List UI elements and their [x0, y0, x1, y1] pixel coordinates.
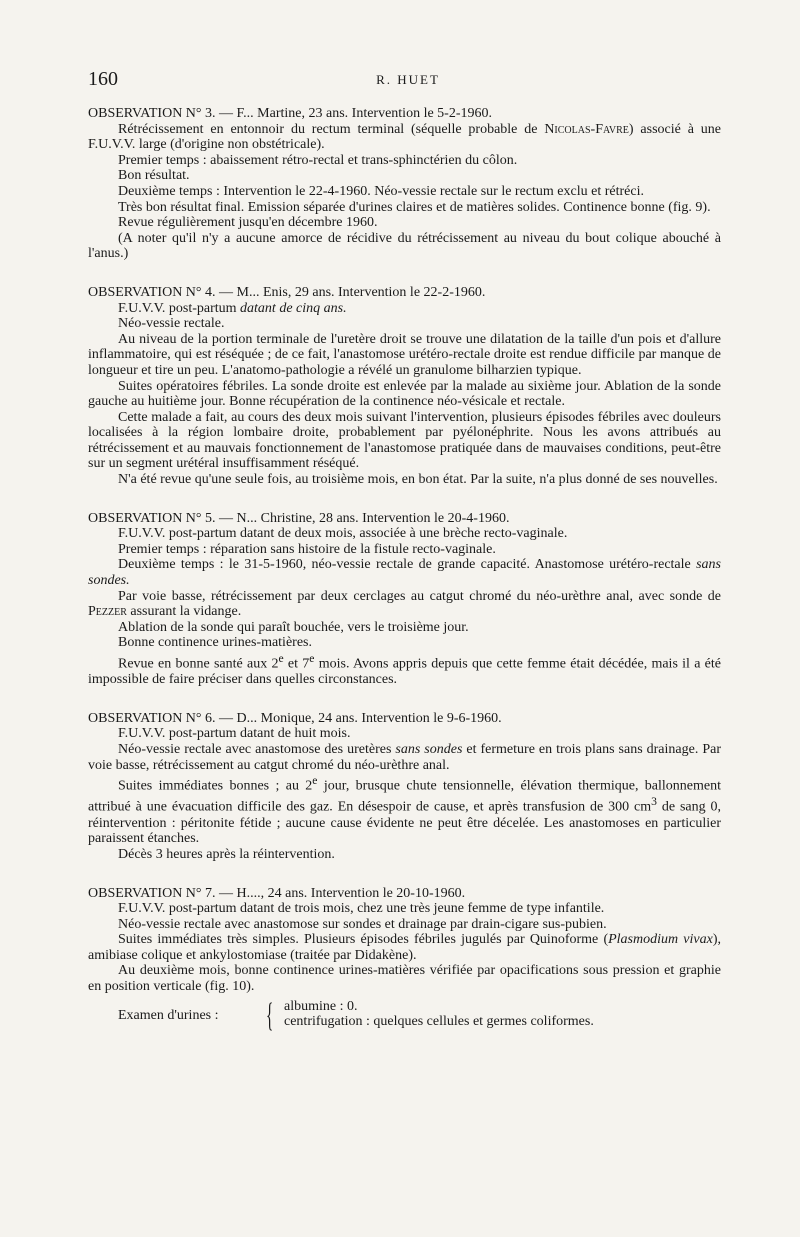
document-body [88, 106, 721, 1035]
paragraph: Deuxième temps : le 31-5-1960, néo-vessie rectale de grande capacité. Anastomose urétéro-rectale sans sondes. [88, 557, 721, 589]
paragraph: Néo-vessie rectale. [118, 316, 225, 332]
paragraph: Suites opératoires fébriles. La sonde droite est enlevée par la malade au sixième jour. Ablation de la sonde gauche au huitième jour. Bonne récupération de la continence néo-vésicale et rectale. [88, 378, 721, 410]
paragraph: Deuxième temps : Intervention le 22-4-1960. Néo-vessie rectale sur le rectum exclu et rétréci. [118, 183, 644, 199]
observation-5 [88, 511, 721, 688]
observation-title: OBSERVATION N° 6. — D... Monique, 24 ans. Intervention le 9-6-1960. [88, 710, 502, 726]
urine-exam [88, 996, 721, 1035]
paragraph: Suites immédiates très simples. Plusieurs épisodes fébriles jugulés par Quinoforme (Plasmodium vivax), amibiase colique et ankylostomiase (traitée par Didakène). [88, 932, 722, 963]
paragraph: Premier temps : abaissement rétro-rectal et trans-sphinctérien du côlon. [118, 152, 518, 168]
paragraph: F.U.V.V. post-partum datant de trois mois, chez une très jeune femme de type infantile. [118, 901, 605, 917]
observation-6 [88, 711, 721, 863]
paragraph: Au niveau de la portion terminale de l'uretère droit se trouve une dilatation de la taille d'un pois et d'allure inflammatoire, qui est réséquée ; de ce fait, l'anastomose urétéro-rectale droite est rendue difficile par manque de longueur et tire un peu. L'anatomo-pathologie a révélé un granulome bilharzien typique. [88, 331, 721, 378]
paragraph: F.U.V.V. post-partum datant de cinq ans. [118, 300, 347, 316]
paragraph: Premier temps : réparation sans histoire de la fistule recto-vaginale. [118, 541, 496, 557]
paragraph: Décès 3 heures après la réintervention. [118, 846, 335, 862]
observation-title: OBSERVATION N° 5. — N... Christine, 28 ans. Intervention le 20-4-1960. [88, 510, 510, 526]
paragraph: Revue en bonne santé aux 2e et 7e mois. Avons appris depuis que cette femme était décédée, mais il a été impossible de faire préciser dans quelles circonstances. [88, 652, 721, 688]
observation-4 [88, 285, 721, 488]
observation-title: OBSERVATION N° 7. — H...., 24 ans. Intervention le 20-10-1960. [88, 885, 466, 901]
running-head: R. HUET [376, 72, 440, 87]
paragraph: Très bon résultat final. Emission séparée d'urines claires et de matières solides. Continence bonne (fig. 9). [118, 199, 711, 215]
paragraph: Bon résultat. [118, 168, 190, 184]
paragraph: Bonne continence urines-matières. [118, 635, 312, 651]
paragraph: Suites immédiates bonnes ; au 2e jour, brusque chute tensionnelle, élévation thermique, ballonnement attribué à une évacuation difficile des gaz. En désespoir de cause, et après transfusion de 300 $cm^3$ de sang 0, réintervention : péritonite fétide ; aucune cause évidente ne peut être décelée. Les anastomoses en particulier paraissent étanches. [88, 774, 721, 847]
exam-item: albumine : 0. [284, 998, 358, 1014]
paragraph: F.U.V.V. post-partum datant de huit mois. [118, 726, 351, 742]
paragraph: Rétrécissement en entonnoir du rectum terminal (séquelle probable de Nicolas-Favre) associé à une F.U.V.V. large (d'origine non obstétricale). [88, 121, 721, 153]
observation-3 [88, 106, 721, 262]
observation-title: OBSERVATION N° 3. — F... Martine, 23 ans. Intervention le 5-2-1960. [88, 106, 493, 121]
paragraph: Néo-vessie rectale avec anastomose sur sondes et drainage par drain-cigare sus-pubien. [118, 916, 607, 932]
paragraph: (A noter qu'il n'y a aucune amorce de récidive du rétrécissement au niveau du bout colique abouché à l'anus.) [88, 230, 721, 262]
exam-label: Examen d'urines : [118, 1007, 219, 1023]
paragraph: Ablation de la sonde qui paraît bouchée, vers le troisième jour. [118, 619, 469, 635]
paragraph: Au deuxième mois, bonne continence urines-matières vérifiée par opacifications sous pression et graphie en position verticale (fig. 10). [88, 963, 721, 995]
paragraph: F.U.V.V. post-partum datant de deux mois, associée à une brèche recto-vaginale. [118, 526, 568, 542]
paragraph: Néo-vessie rectale avec anastomose des uretères sans sondes et fermeture en trois plans sans drainage. Par voie basse, rétrécissement au catgut chromé du néo-urèthre anal. [88, 742, 721, 773]
paragraph: Cette malade a fait, au cours des deux mois suivant l'intervention, plusieurs épisodes fébriles avec douleurs localisées à la région lombaire droite, probablement par pyélonéphrite. Nous les avons attribués au rétrécissement et au mauvais fonctionnement de l'anastomose pratiquée dans de mauvaises conditions, peut-être sur un segment urétéral insuffisamment réséqué. [88, 409, 721, 472]
paragraph: Revue régulièrement jusqu'en décembre 1960. [118, 215, 378, 231]
page-header [88, 68, 728, 92]
exam-items [284, 999, 594, 1030]
brace-icon: { [266, 996, 274, 1034]
page-number: 160 [88, 68, 118, 90]
observation-7 [88, 886, 721, 1035]
exam-item: centrifugation : quelques cellules et germes coliformes. [284, 1014, 594, 1030]
paragraph: N'a été revue qu'une seule fois, au troisième mois, en bon état. Par la suite, n'a plus donné de ses nouvelles. [118, 472, 718, 488]
observation-title: OBSERVATION N° 4. — M... Enis, 29 ans. Intervention le 22-2-1960. [88, 284, 486, 300]
paragraph: Par voie basse, rétrécissement par deux cerclages au catgut chromé du néo-urèthre anal, avec sonde de Pezzer assurant la vidange. [88, 588, 721, 620]
